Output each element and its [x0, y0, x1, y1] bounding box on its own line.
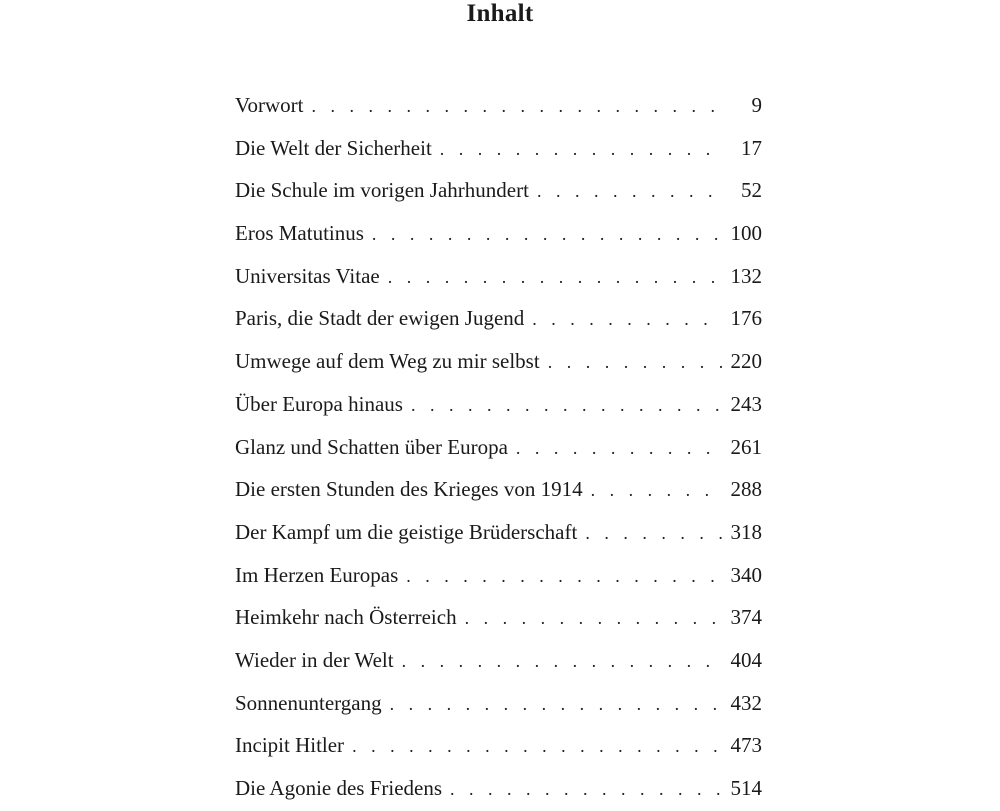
- table-of-contents: [235, 84, 762, 810]
- toc-entry[interactable]: [235, 468, 762, 511]
- toc-entry[interactable]: [235, 340, 762, 383]
- toc-entry-title: Wieder in der Welt: [235, 647, 394, 672]
- toc-entry-page: 473: [730, 733, 762, 758]
- toc-entry[interactable]: [235, 212, 762, 255]
- toc-entry-title: Die ersten Stunden des Krieges von 1914: [235, 477, 583, 502]
- toc-entry[interactable]: [235, 255, 762, 298]
- toc-entry-title: Vorwort: [235, 93, 304, 117]
- toc-entry-page: 374: [730, 605, 762, 630]
- toc-entry[interactable]: [235, 724, 762, 767]
- toc-entry[interactable]: [235, 426, 762, 469]
- toc-entry-page: 340: [730, 562, 762, 587]
- toc-entry[interactable]: [235, 383, 762, 426]
- toc-entry-page: 432: [730, 690, 762, 715]
- toc-entry-title: Eros Matutinus: [235, 221, 364, 246]
- toc-entry-title: Der Kampf um die geistige Brüderschaft: [235, 519, 578, 544]
- toc-entry-title: Im Herzen Europas: [235, 562, 399, 587]
- toc-entry[interactable]: [235, 767, 762, 810]
- dot-leader: [450, 768, 722, 811]
- dot-leader: [402, 640, 723, 683]
- toc-entry-page: 176: [730, 306, 762, 331]
- toc-entry-page: 9: [751, 93, 762, 117]
- toc-entry[interactable]: [235, 639, 762, 682]
- toc-entry[interactable]: [235, 127, 762, 170]
- dot-leader: [548, 341, 723, 384]
- toc-entry-title: Incipit Hitler: [235, 733, 345, 758]
- dot-leader: [465, 597, 723, 640]
- toc-entry-title: Paris, die Stadt der ewigen Jugend: [235, 306, 525, 331]
- dot-leader: [311, 85, 726, 128]
- toc-entry-title: Heimkehr nach Österreich: [235, 605, 457, 630]
- toc-entry-title: Die Schule im vorigen Jahrhundert: [235, 178, 529, 203]
- dot-leader: [585, 512, 722, 555]
- toc-entry[interactable]: [235, 682, 762, 725]
- toc-entry-page: 52: [741, 178, 762, 203]
- toc-entry-page: 514: [730, 776, 762, 800]
- toc-entry-page: 132: [730, 263, 762, 288]
- dot-leader: [390, 683, 723, 726]
- dot-leader: [532, 298, 722, 341]
- toc-entry-title: Glanz und Schatten über Europa: [235, 434, 508, 459]
- toc-entry[interactable]: [235, 554, 762, 597]
- toc-entry[interactable]: [235, 84, 762, 127]
- toc-entry-title: Die Agonie des Friedens: [235, 776, 443, 800]
- toc-entry-title: Universitas Vitae: [235, 263, 380, 288]
- dot-leader: [388, 256, 723, 299]
- dot-leader: [406, 555, 722, 598]
- toc-entry-title: Sonnenuntergang: [235, 690, 382, 715]
- dot-leader: [411, 384, 723, 427]
- dot-leader: [591, 469, 723, 512]
- toc-entry[interactable]: [235, 511, 762, 554]
- toc-entry[interactable]: [235, 169, 762, 212]
- dot-leader: [440, 128, 726, 171]
- toc-entry-title: Die Welt der Sicherheit: [235, 135, 432, 160]
- dot-leader: [352, 725, 722, 768]
- toc-entry-page: 318: [730, 519, 762, 544]
- toc-entry-page: 100: [730, 221, 762, 246]
- toc-entry-page: 288: [730, 477, 762, 502]
- toc-entry[interactable]: [235, 596, 762, 639]
- toc-entry[interactable]: [235, 297, 762, 340]
- dot-leader: [516, 427, 723, 470]
- toc-entry-page: 17: [741, 135, 762, 160]
- page-title: Inhalt: [466, 0, 534, 27]
- toc-entry-page: 243: [730, 391, 762, 416]
- toc-entry-page: 404: [730, 647, 762, 672]
- toc-entry-title: Über Europa hinaus: [235, 391, 403, 416]
- toc-entry-page: 261: [730, 434, 762, 459]
- toc-entry-page: 220: [730, 349, 762, 374]
- dot-leader: [537, 170, 726, 213]
- dot-leader: [372, 213, 723, 256]
- toc-entry-title: Umwege auf dem Weg zu mir selbst: [235, 349, 540, 374]
